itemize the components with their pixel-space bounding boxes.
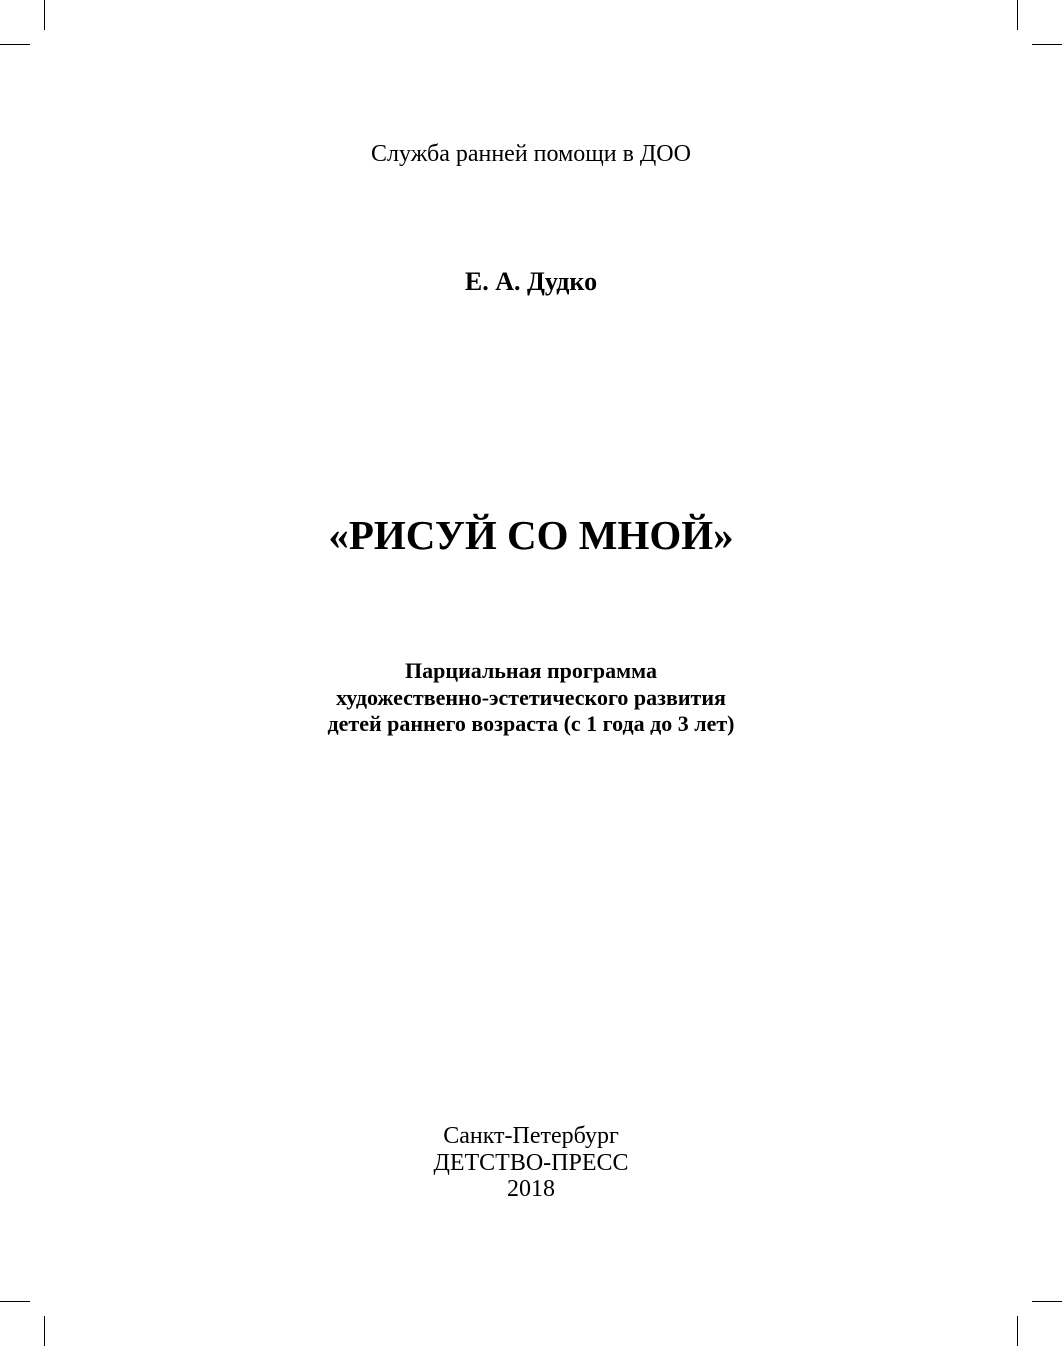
subtitle-line: Парциальная программа — [405, 658, 657, 683]
crop-mark-top-left-vertical — [44, 0, 45, 30]
crop-mark-bottom-left-horizontal — [0, 1301, 30, 1302]
subtitle-line: детей раннего возраста (с 1 года до 3 лет) — [327, 711, 735, 736]
author-name: Е. А. Дудко — [464, 267, 598, 296]
crop-mark-bottom-right-horizontal — [1032, 1301, 1062, 1302]
crop-mark-top-left-horizontal — [0, 44, 30, 45]
book-title: «РИСУЙ СО МНОЙ» — [328, 512, 734, 558]
imprint-year: 2018 — [507, 1176, 555, 1202]
imprint-publisher: ДЕТСТВО-ПРЕСС — [433, 1149, 629, 1176]
imprint-city: Санкт-Петербург — [443, 1123, 619, 1149]
crop-mark-bottom-right-vertical — [1017, 1316, 1018, 1346]
subtitle-block — [0, 658, 1062, 738]
imprint-block — [0, 1123, 1062, 1203]
crop-mark-bottom-left-vertical — [44, 1316, 45, 1346]
crop-mark-top-right-vertical — [1017, 0, 1018, 30]
series-name: Служба ранней помощи в ДОО — [371, 141, 691, 167]
subtitle-line: художественно-эстетического развития — [336, 684, 726, 710]
crop-mark-top-right-horizontal — [1032, 44, 1062, 45]
